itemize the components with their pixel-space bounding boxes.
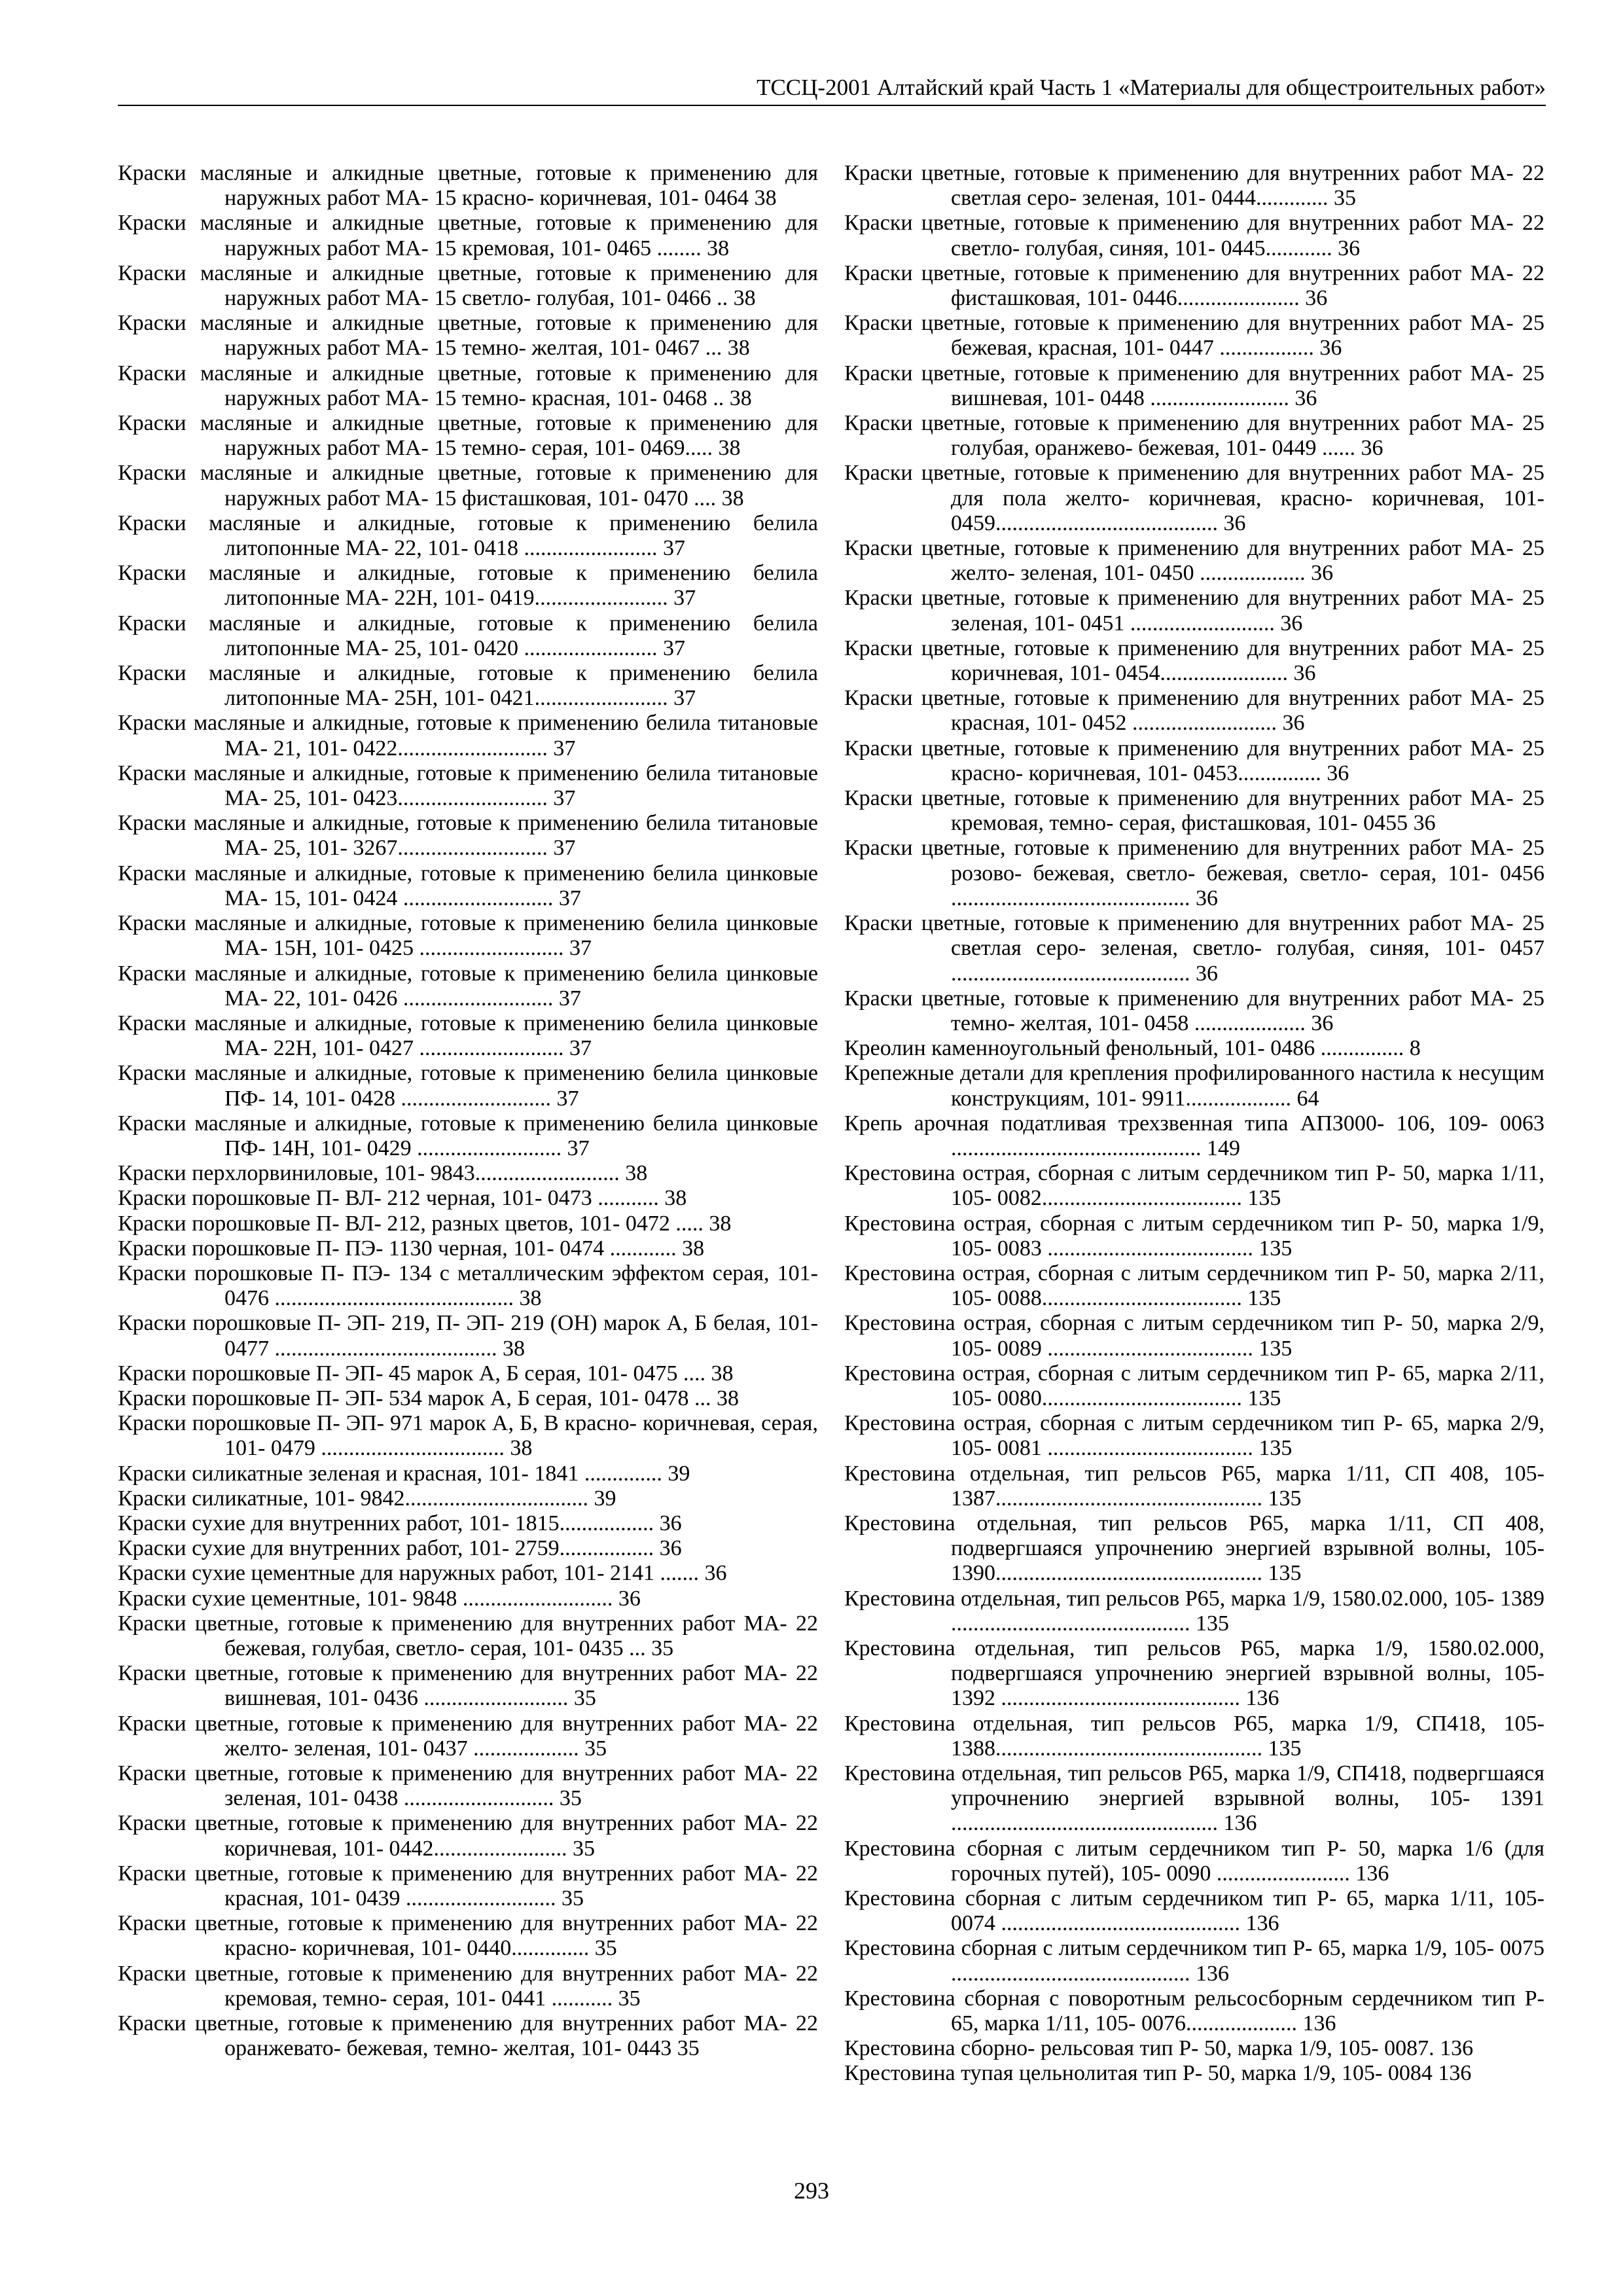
index-column-right [844, 161, 1544, 2087]
index-entry: Крепежные детали для крепления профилированного настила к несущим конструкциям, 101- 9911................... 64 [844, 1061, 1544, 1111]
index-entry: Краски масляные и алкидные, готовые к применению белила литопонные МА- 22Н, 101- 0419........................ 37 [118, 561, 818, 611]
index-entry: Крестовина острая, сборная с литым сердечником тип Р- 50, марка 2/9, 105- 0089 ..................................... 135 [844, 1311, 1544, 1361]
index-entry: Краски масляные и алкидные, готовые к применению белила цинковые МА- 15Н, 101- 0425 .......................... 37 [118, 911, 818, 961]
index-entry: Краски цветные, готовые к применению для внутренних работ МА- 22 вишневая, 101- 0436 .......................... 35 [118, 1661, 818, 1711]
index-entry: Краски цветные, готовые к применению для внутренних работ МА- 25 зеленая, 101- 0451 .......................... 36 [844, 586, 1544, 636]
index-entry: Краски масляные и алкидные цветные, готовые к применению для наружных работ МА- 15 темно- красная, 101- 0468 .. 38 [118, 361, 818, 410]
index-entry: Краски масляные и алкидные, готовые к применению белила литопонные МА- 22, 101- 0418 ........................ 37 [118, 511, 818, 561]
index-entry: Краски масляные и алкидные цветные, готовые к применению для наружных работ МА- 15 темно- серая, 101- 0469..... 38 [118, 411, 818, 461]
index-entry: Краски силикатные, 101- 9842................................. 39 [118, 1486, 616, 1511]
index-entry: Краски цветные, готовые к применению для внутренних работ МА- 22 коричневая, 101- 0442........................ 35 [118, 1811, 818, 1861]
index-entry: Краски масляные и алкидные цветные, готовые к применению для наружных работ МА- 15 фисташковая, 101- 0470 .... 38 [118, 461, 818, 511]
index-entry: Краски сухие для внутренних работ, 101- 1815................. 36 [118, 1511, 682, 1535]
index-entry: Краски порошковые П- ВЛ- 212, разных цветов, 101- 0472 ..... 38 [118, 1211, 732, 1236]
index-entry: Краски перхлорвиниловые, 101- 9843.......................... 38 [118, 1161, 648, 1186]
running-header: ТССЦ-2001 Алтайский край Часть 1 «Материалы для общестроительных работ» [118, 73, 1546, 106]
index-entry: Краски масляные и алкидные цветные, готовые к применению для наружных работ МА- 15 красно- коричневая, 101- 0464 38 [118, 161, 818, 211]
index-entry: Краски цветные, готовые к применению для внутренних работ МА- 25 красная, 101- 0452 .......................... 36 [844, 686, 1544, 736]
index-entry: Краски масляные и алкидные, готовые к применению белила литопонные МА- 25, 101- 0420 ........................ 37 [118, 611, 818, 660]
index-entry: Крестовина сборная с поворотным рельсосборным сердечником тип Р- 65, марка 1/11, 105- 0076.................... 136 [844, 1986, 1544, 2036]
index-entry: Краски цветные, готовые к применению для внутренних работ МА- 25 светлая серо- зеленая, светло- голубая, синяя, 101- 0457 ........................................... 36 [844, 911, 1544, 986]
index-entry: Краски порошковые П- ПЭ- 1130 черная, 101- 0474 ............ 38 [118, 1236, 705, 1261]
index-entry: Краски порошковые П- ПЭ- 134 с металлическим эффектом серая, 101- 0476 ........................................... 38 [118, 1261, 818, 1311]
index-entry: Краски масляные и алкидные, готовые к применению белила литопонные МА- 25Н, 101- 0421........................ 37 [118, 661, 818, 711]
index-entry: Крестовина отдельная, тип рельсов Р65, марка 1/9, 1580.02.000, подвергшаяся упрочнению энергией взрывной волны, 105- 1392 ........................................... 136 [844, 1636, 1544, 1711]
index-entry: Краски цветные, готовые к применению для внутренних работ МА- 22 фисташковая, 101- 0446...................... 36 [844, 260, 1544, 311]
index-entry: Краски цветные, готовые к применению для внутренних работ МА- 25 голубая, оранжево- бежевая, 101- 0449 ...... 36 [844, 411, 1544, 461]
index-entry: Краски цветные, готовые к применению для внутренних работ МА- 25 коричневая, 101- 0454....................... 36 [844, 636, 1544, 686]
index-entry: Крестовина отдельная, тип рельсов Р65, марка 1/11, СП 408, 105- 1387................................................ 135 [844, 1461, 1544, 1511]
index-entry: Краски цветные, готовые к применению для внутренних работ МА- 25 кремовая, темно- серая, фисташковая, 101- 0455 36 [844, 786, 1544, 836]
index-entry: Краски порошковые П- ЭП- 45 марок А, Б серая, 101- 0475 .... 38 [118, 1361, 734, 1386]
index-entry: Краски цветные, готовые к применению для внутренних работ МА- 25 розово- бежевая, светло- бежевая, светло- серая, 101- 0456 ........................................... 36 [844, 836, 1544, 910]
index-entry: Краски масляные и алкидные, готовые к применению белила цинковые МА- 22, 101- 0426 ........................... 37 [118, 961, 818, 1011]
index-entry: Краски масляные и алкидные, готовые к применению белила титановые МА- 21, 101- 0422........................... 37 [118, 711, 818, 761]
index-entry: Краски масляные и алкидные цветные, готовые к применению для наружных работ МА- 15 темно- желтая, 101- 0467 ... 38 [118, 311, 818, 361]
index-entry: Краски масляные и алкидные, готовые к применению белила цинковые МА- 15, 101- 0424 ........................... 37 [118, 861, 818, 910]
index-entry: Крестовина отдельная, тип рельсов Р65, марка 1/9, СП418, подвергшаяся упрочнению энергией взрывной волны, 105- 1391 ................................................ 136 [844, 1761, 1544, 1836]
index-column-left [118, 161, 818, 2061]
index-entry: Краски цветные, готовые к применению для внутренних работ МА- 22 оранжевато- бежевая, темно- желтая, 101- 0443 35 [118, 2011, 818, 2061]
index-entry: Краски масляные и алкидные, готовые к применению белила цинковые ПФ- 14Н, 101- 0429 .......................... 37 [118, 1111, 818, 1160]
index-entry: Краски порошковые П- ВЛ- 212 черная, 101- 0473 ........... 38 [118, 1186, 687, 1211]
index-entry: Краски цветные, готовые к применению для внутренних работ МА- 22 красно- коричневая, 101- 0440.............. 35 [118, 1911, 818, 1961]
index-entry: Крестовина отдельная, тип рельсов Р65, марка 1/11, СП 408, подвергшаяся упрочнению энергией взрывной волны, 105- 1390................................................ 135 [844, 1511, 1544, 1586]
index-entry: Краски цветные, готовые к применению для внутренних работ МА- 25 желто- зеленая, 101- 0450 ................... 36 [844, 536, 1544, 586]
index-entry: Крестовина сборная с литым сердечником тип Р- 65, марка 1/9, 105- 0075 ........................................... 136 [844, 1936, 1544, 1986]
index-entry: Краски цветные, готовые к применению для внутренних работ МА- 22 бежевая, голубая, светло- серая, 101- 0435 ... 35 [118, 1611, 818, 1660]
index-entry: Краски цветные, готовые к применению для внутренних работ МА- 22 красная, 101- 0439 ........................... 35 [118, 1861, 818, 1911]
index-entry: Крестовина острая, сборная с литым сердечником тип Р- 65, марка 2/11, 105- 0080.................................... 135 [844, 1361, 1544, 1410]
index-entry: Краски цветные, готовые к применению для внутренних работ МА- 25 для пола желто- коричневая, красно- коричневая, 101- 0459........................................ 36 [844, 461, 1544, 535]
index-entry: Краски масляные и алкидные, готовые к применению белила титановые МА- 25, 101- 0423........................... 37 [118, 761, 818, 811]
index-entry: Краски силикатные зеленая и красная, 101- 1841 .............. 39 [118, 1461, 690, 1486]
index-entry: Краски масляные и алкидные цветные, готовые к применению для наружных работ МА- 15 кремовая, 101- 0465 ........ 38 [118, 211, 818, 260]
index-entry: Крестовина острая, сборная с литым сердечником тип Р- 65, марка 2/9, 105- 0081 ..................................... 135 [844, 1411, 1544, 1461]
index-entry: Крестовина отдельная, тип рельсов Р65, марка 1/9, 1580.02.000, 105- 1389 ........................................... 135 [844, 1586, 1545, 1636]
index-entry: Краски цветные, готовые к применению для внутренних работ МА- 22 светлая серо- зеленая, 101- 0444............. 35 [844, 161, 1544, 211]
index-entry: Краски порошковые П- ЭП- 219, П- ЭП- 219 (ОН) марок А, Б белая, 101- 0477 ........................................ 38 [118, 1311, 818, 1361]
index-entry: Краски масляные и алкидные цветные, готовые к применению для наружных работ МА- 15 светло- голубая, 101- 0466 .. 38 [118, 260, 818, 311]
index-entry: Краски цветные, готовые к применению для внутренних работ МА- 22 кремовая, темно- серая, 101- 0441 ........... 35 [118, 1961, 818, 2011]
index-entry: Краски масляные и алкидные, готовые к применению белила цинковые ПФ- 14, 101- 0428 ........................... 37 [118, 1061, 818, 1111]
index-entry: Краски цветные, готовые к применению для внутренних работ МА- 22 зеленая, 101- 0438 ........................... 35 [118, 1761, 818, 1811]
index-entry: Крестовина сборная с литым сердечником тип Р- 65, марка 1/11, 105- 0074 ........................................... 136 [844, 1886, 1544, 1936]
index-entry: Краски цветные, готовые к применению для внутренних работ МА- 22 желто- зеленая, 101- 0437 ................... 35 [118, 1711, 818, 1761]
index-entry: Краски сухие цементные для наружных работ, 101- 2141 ....... 36 [118, 1561, 727, 1586]
index-entry: Крестовина сборно- рельсовая тип Р- 50, марка 1/9, 105- 0087. 136 [844, 2036, 1474, 2061]
index-entry: Краски цветные, готовые к применению для внутренних работ МА- 25 красно- коричневая, 101- 0453............... 36 [844, 736, 1544, 785]
index-entry: Крестовина отдельная, тип рельсов Р65, марка 1/9, СП418, 105- 1388................................................ 135 [844, 1711, 1544, 1761]
index-entry: Креолин каменноугольный фенольный, 101- 0486 ............... 8 [844, 1036, 1421, 1061]
index-entry: Краски масляные и алкидные, готовые к применению белила титановые МА- 25, 101- 3267........................... 37 [118, 811, 818, 861]
index-entry: Краски порошковые П- ЭП- 971 марок А, Б, В красно- коричневая, серая, 101- 0479 ................................. 38 [118, 1411, 818, 1461]
index-entry: Крестовина тупая цельнолитая тип Р- 50, марка 1/9, 105- 0084 136 [844, 2061, 1472, 2086]
index-entry: Краски сухие цементные, 101- 9848 ........................... 36 [118, 1586, 641, 1611]
index-entry: Краски сухие для внутренних работ, 101- 2759................. 36 [118, 1536, 682, 1561]
index-entry: Крестовина острая, сборная с литым сердечником тип Р- 50, марка 1/9, 105- 0083 ..................................... 135 [844, 1211, 1544, 1261]
index-entry: Крестовина сборная с литым сердечником тип Р- 50, марка 1/6 (для горочных путей), 105- 0090 ........................ 136 [844, 1836, 1544, 1886]
index-entry: Краски цветные, готовые к применению для внутренних работ МА- 25 темно- желтая, 101- 0458 .................... 36 [844, 986, 1544, 1035]
index-entry: Краски цветные, готовые к применению для внутренних работ МА- 25 вишневая, 101- 0448 ......................... 36 [844, 361, 1544, 410]
index-entry: Краски цветные, готовые к применению для внутренних работ МА- 22 светло- голубая, синяя, 101- 0445............ 36 [844, 211, 1544, 260]
index-entry: Крестовина острая, сборная с литым сердечником тип Р- 50, марка 2/11, 105- 0088.................................... 135 [844, 1261, 1544, 1311]
index-entry: Краски масляные и алкидные, готовые к применению белила цинковые МА- 22Н, 101- 0427 .......................... 37 [118, 1011, 818, 1061]
index-entry: Крестовина острая, сборная с литым сердечником тип Р- 50, марка 1/11, 105- 0082.................................... 135 [844, 1161, 1544, 1211]
index-entry: Краски порошковые П- ЭП- 534 марок А, Б серая, 101- 0478 ... 38 [118, 1386, 740, 1410]
page-number: 293 [794, 2178, 829, 2204]
index-entry: Крепь арочная податливая трехзвенная типа АПЗ000- 106, 109- 0063 ............................................. 149 [844, 1111, 1544, 1160]
index-entry: Краски цветные, готовые к применению для внутренних работ МА- 25 бежевая, красная, 101- 0447 ................. 36 [844, 311, 1544, 361]
